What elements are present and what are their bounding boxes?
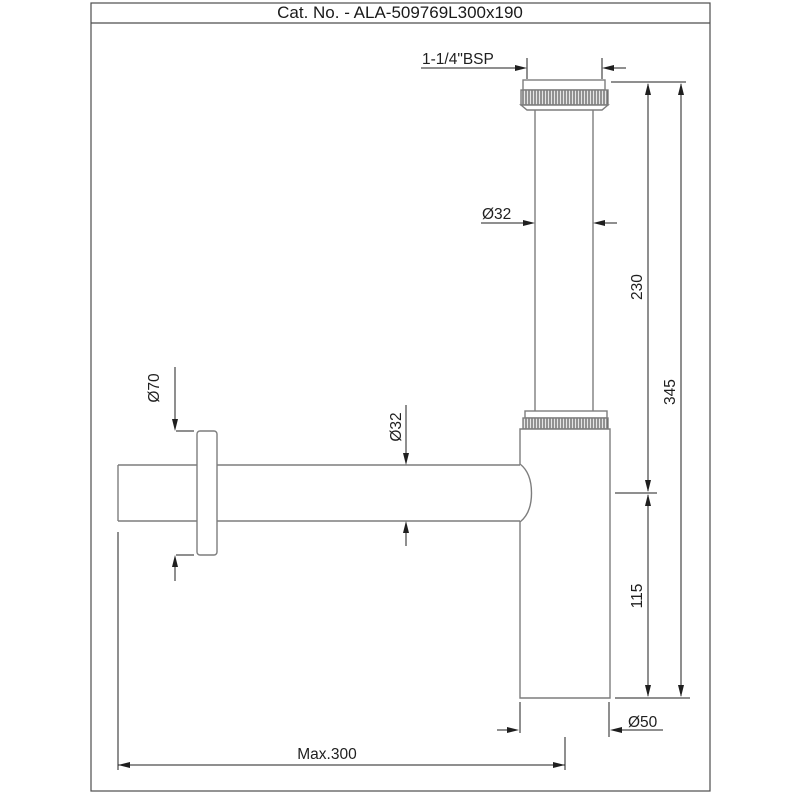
thread-size-label: 1-1/4"BSP xyxy=(422,51,494,68)
catalog-number-label: Cat. No. - ALA-509769L300x190 xyxy=(277,3,523,22)
inlet-height-label: 230 xyxy=(629,274,646,300)
lower-coupling-nut xyxy=(523,411,608,429)
inlet-diameter-label: Ø32 xyxy=(482,206,512,223)
max-projection-label: Max.300 xyxy=(297,746,357,763)
trap-body xyxy=(520,429,610,698)
flange-diameter-dimension-lines xyxy=(172,367,194,581)
overall-height-label: 345 xyxy=(662,379,679,405)
drawing-frame xyxy=(91,3,710,791)
max-projection-dimension-lines xyxy=(118,532,565,770)
upper-coupling-nut xyxy=(521,80,608,110)
flange-diameter-label: Ø70 xyxy=(146,373,163,403)
bottle-trap-outline xyxy=(118,80,610,698)
frame-border xyxy=(91,3,710,791)
outlet-diameter-label: Ø32 xyxy=(388,412,405,442)
inlet-pipe xyxy=(535,110,593,411)
outlet-pipe xyxy=(118,465,520,521)
wall-flange xyxy=(197,431,217,555)
body-diameter-label: Ø50 xyxy=(628,714,658,731)
body-depth-label: 115 xyxy=(629,583,646,609)
